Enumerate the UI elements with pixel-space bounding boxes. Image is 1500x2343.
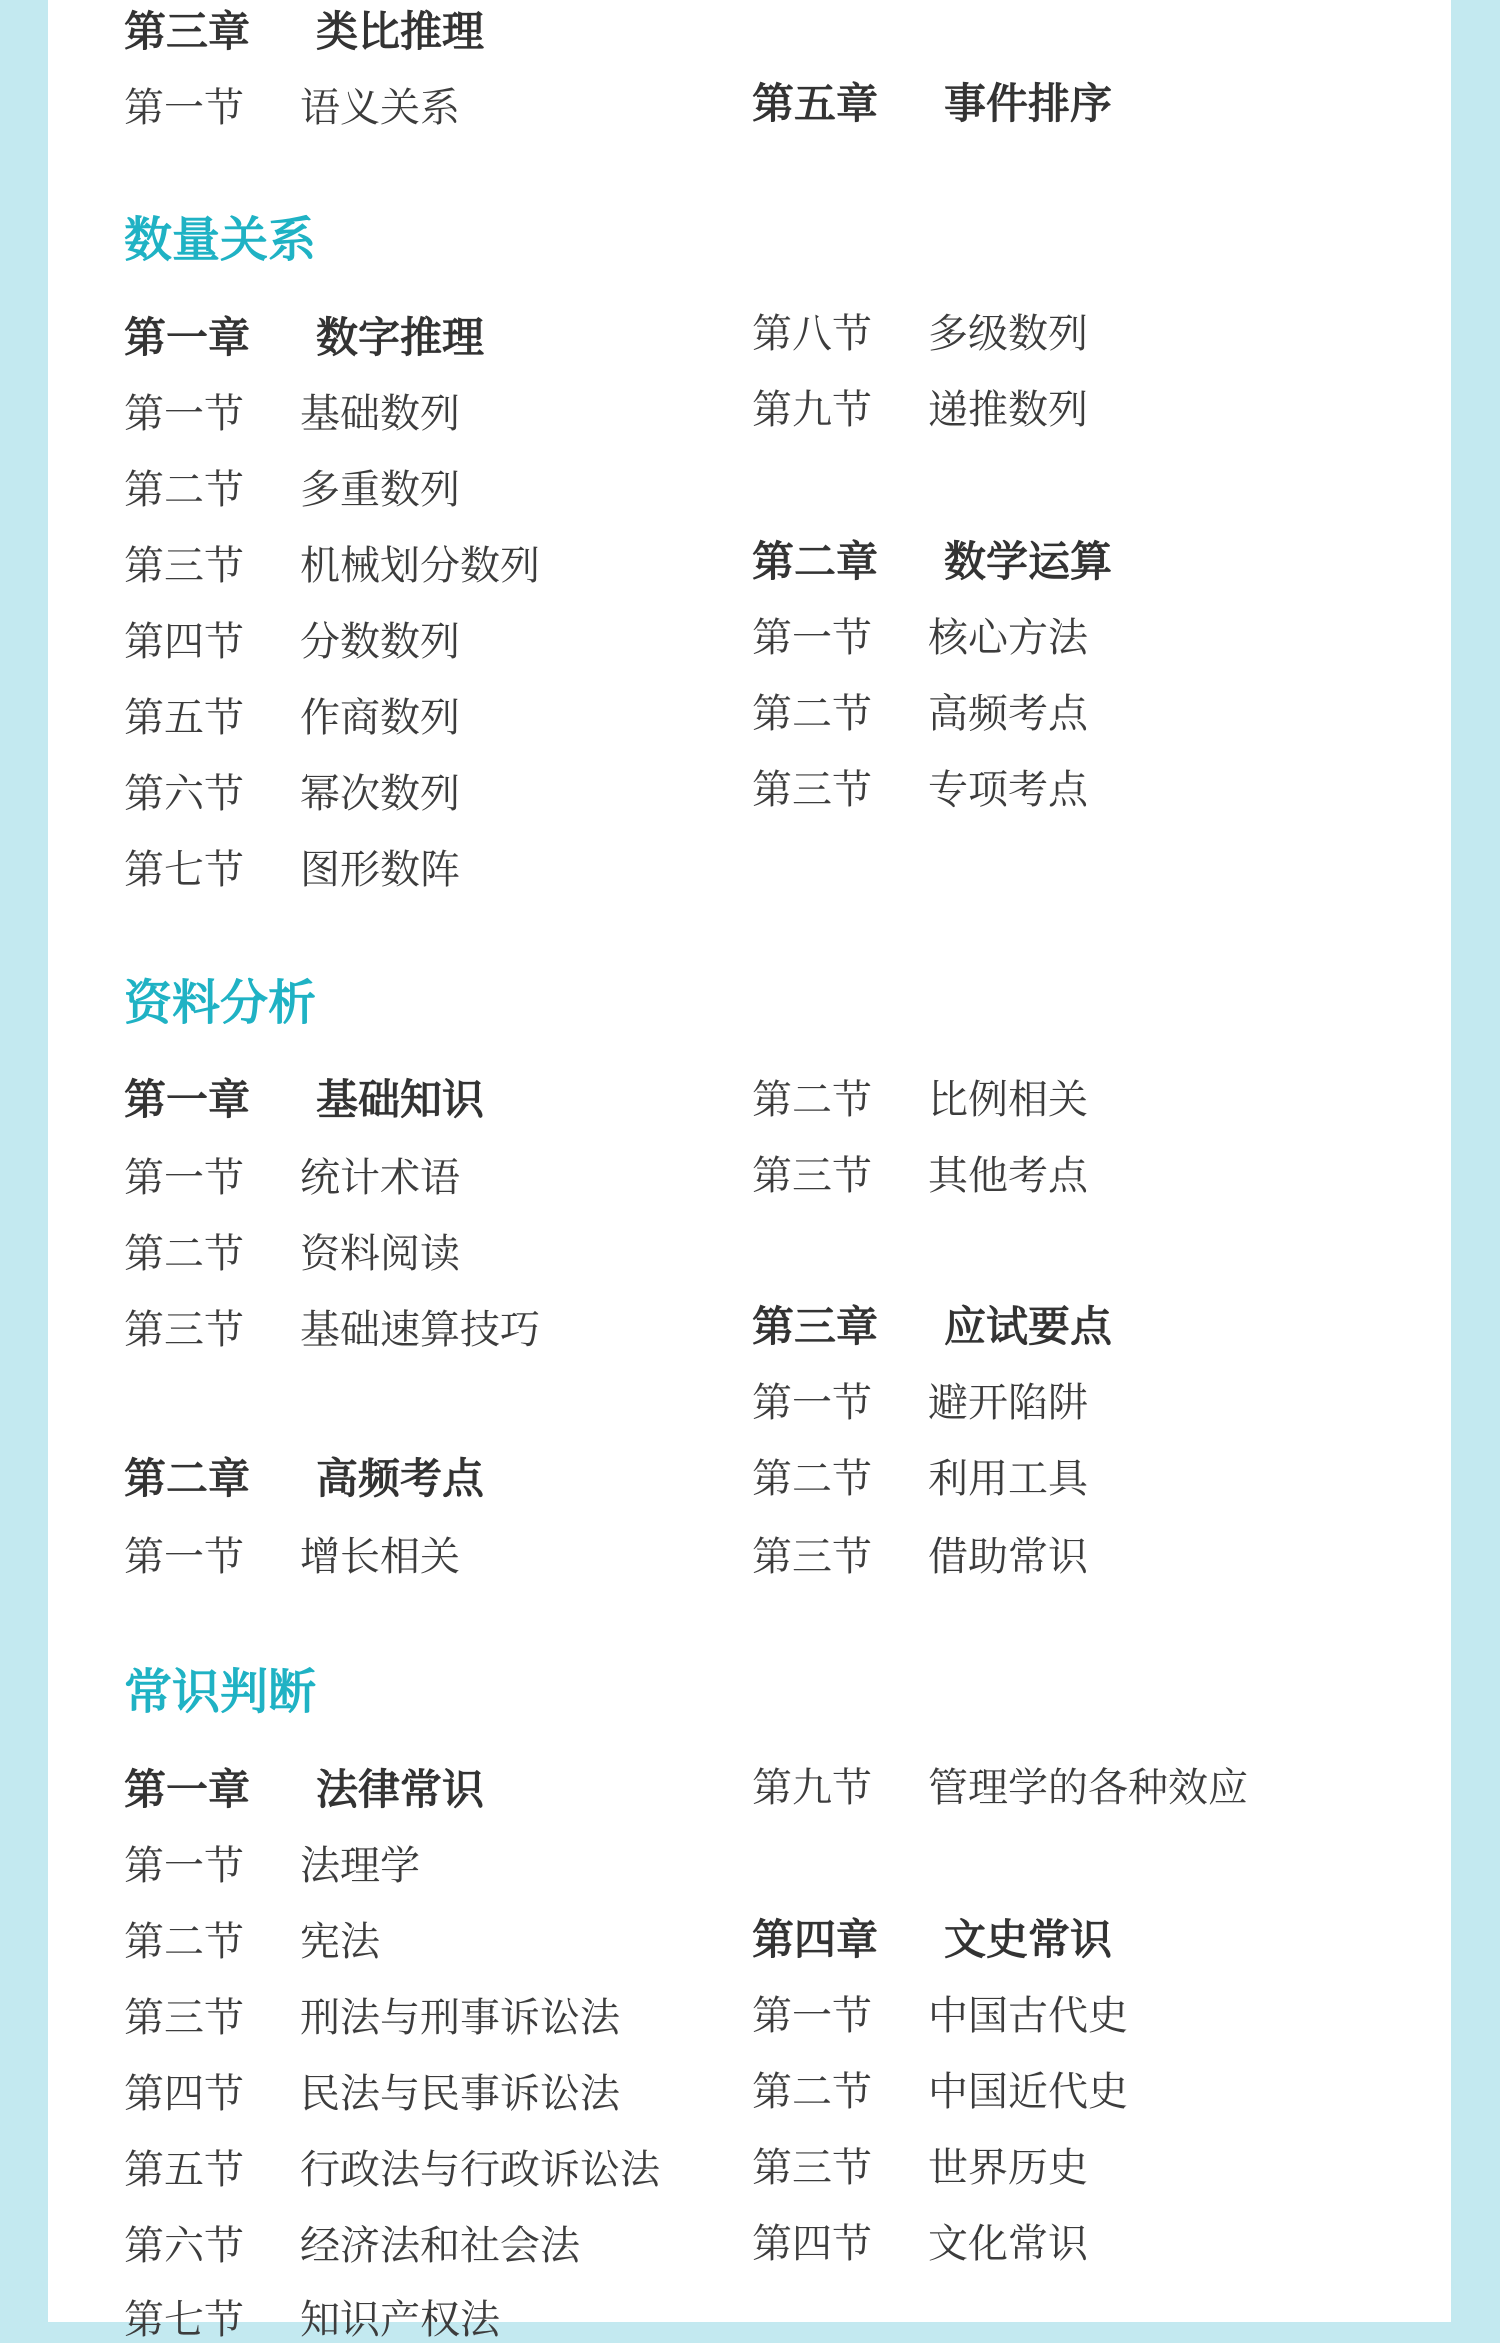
item-number: 第二节 [752,2069,872,2115]
item-number: 第二节 [124,467,244,513]
item-number: 第八节 [752,311,872,357]
item-number: 第四节 [752,2221,872,2267]
item-title: 幂次数列 [300,771,460,817]
item-number: 第七节 [124,847,244,893]
item-title: 高频考点 [928,691,1088,737]
item-title: 资料阅读 [300,1231,460,1277]
chapter-number: 第一章 [124,1075,251,1124]
item-title: 比例相关 [928,1077,1088,1123]
item-title: 中国古代史 [928,1993,1128,2039]
item-number: 第三节 [752,1534,872,1580]
item-title: 多重数列 [300,467,460,513]
chapter-number: 第四章 [752,1915,879,1964]
item-number: 第一节 [124,1534,244,1580]
item-number: 第一节 [752,1380,872,1426]
chapter-number: 第二章 [124,1454,251,1503]
chapter-number: 第一章 [124,313,251,362]
item-title: 多级数列 [928,311,1088,357]
item-title: 宪法 [300,1919,380,1965]
item-title: 统计术语 [300,1155,460,1201]
item-number: 第一节 [124,391,244,437]
item-title: 利用工具 [928,1456,1088,1502]
item-number: 第一节 [124,85,244,131]
item-title: 核心方法 [928,615,1088,661]
chapter-title: 应试要点 [944,1302,1113,1351]
item-title: 分数数列 [300,619,460,665]
item-title: 图形数阵 [300,847,460,893]
chapter-number: 第三章 [124,7,251,56]
item-number: 第四节 [124,619,244,665]
chapter-title: 数学运算 [944,537,1113,586]
chapter-title: 法律常识 [316,1765,485,1814]
item-title: 其他考点 [928,1153,1088,1199]
item-number: 第二节 [752,691,872,737]
item-number: 第五节 [124,2147,244,2193]
item-number: 第一节 [752,615,872,661]
item-title: 基础数列 [300,391,460,437]
chapter-title: 基础知识 [316,1075,485,1124]
item-title: 语义关系 [300,85,460,131]
item-title: 经济法和社会法 [300,2223,580,2269]
item-number: 第三节 [124,1307,244,1353]
item-number: 第二节 [124,1919,244,1965]
item-title: 管理学的各种效应 [928,1765,1248,1811]
chapter-number: 第二章 [752,537,879,586]
chapter-number: 第三章 [752,1302,879,1351]
item-title: 法理学 [300,1843,420,1889]
item-title: 避开陷阱 [928,1380,1088,1426]
chapter-number: 第五章 [752,79,879,128]
chapter-title: 事件排序 [944,79,1113,128]
item-number: 第六节 [124,771,244,817]
item-number: 第九节 [752,1765,872,1811]
item-number: 第九节 [752,387,872,433]
item-number: 第七节 [124,2297,244,2343]
item-number: 第一节 [752,1993,872,2039]
toc-sheet [48,0,1451,2343]
chapter-title: 数字推理 [316,313,485,362]
item-number: 第三节 [124,1995,244,2041]
chapter-number: 第一章 [124,1765,251,1814]
item-title: 中国近代史 [928,2069,1128,2115]
item-title: 作商数列 [300,695,460,741]
item-number: 第六节 [124,2223,244,2269]
item-title: 专项考点 [928,767,1088,813]
item-title: 刑法与刑事诉讼法 [300,1995,620,2041]
item-number: 第三节 [752,767,872,813]
item-number: 第三节 [752,1153,872,1199]
item-title: 知识产权法 [300,2297,500,2343]
section-heading: 数量关系 [124,212,317,268]
item-title: 基础速算技巧 [300,1307,540,1353]
chapter-title: 高频考点 [316,1454,485,1503]
item-title: 文化常识 [928,2221,1088,2267]
chapter-title: 文史常识 [944,1915,1113,1964]
section-heading: 资料分析 [124,975,317,1031]
item-number: 第一节 [124,1155,244,1201]
item-number: 第四节 [124,2071,244,2117]
chapter-title: 类比推理 [316,7,485,56]
item-title: 行政法与行政诉讼法 [300,2147,660,2193]
item-title: 借助常识 [928,1534,1088,1580]
item-title: 民法与民事诉讼法 [300,2071,620,2117]
item-number: 第二节 [124,1231,244,1277]
item-number: 第五节 [124,695,244,741]
item-number: 第二节 [752,1077,872,1123]
item-title: 增长相关 [300,1534,460,1580]
section-heading: 常识判断 [124,1664,317,1720]
item-title: 机械划分数列 [300,543,540,589]
item-number: 第三节 [752,2145,872,2191]
item-title: 递推数列 [928,387,1088,433]
item-number: 第二节 [752,1456,872,1502]
item-number: 第三节 [124,543,244,589]
item-number: 第一节 [124,1843,244,1889]
item-title: 世界历史 [928,2145,1088,2191]
